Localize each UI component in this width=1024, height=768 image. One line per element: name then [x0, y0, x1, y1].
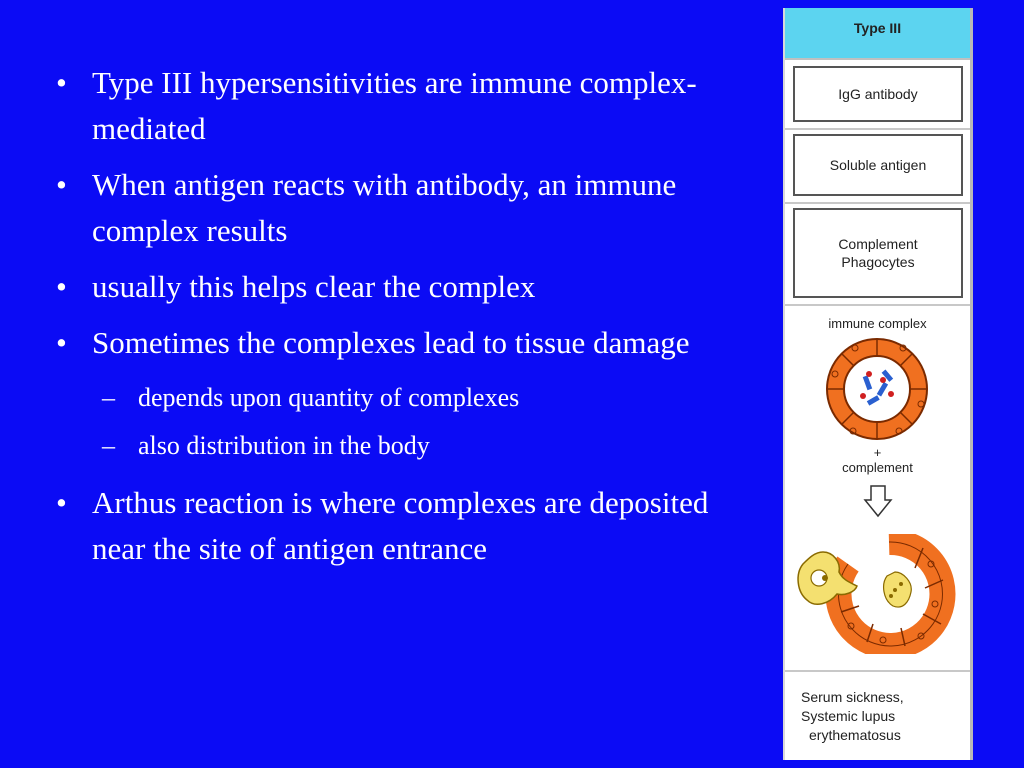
- soluble-antigen-label: Soluble antigen: [829, 157, 927, 173]
- bullet-item-1: [50, 60, 740, 152]
- bullet-item-3: [50, 264, 740, 310]
- row-divider: [785, 128, 970, 130]
- bullet-marker: •: [56, 167, 67, 202]
- bullet-item-2: [50, 162, 740, 254]
- complement-caption: complement: [842, 460, 913, 475]
- dash-marker: –: [102, 383, 115, 412]
- plus-sign: +: [873, 445, 882, 460]
- type-iii-figure: [783, 8, 973, 760]
- bullet-item-5: [50, 480, 740, 572]
- sub-bullet-text: also distribution in the body: [138, 431, 430, 460]
- sub-bullet-text: depends upon quantity of complexes: [138, 383, 520, 412]
- vessel-immune-complex-illustration: [785, 334, 970, 444]
- bullet-marker: •: [56, 485, 67, 520]
- row-divider: [785, 304, 970, 306]
- row-divider: [785, 202, 970, 204]
- disease-examples: [801, 688, 904, 745]
- disease-line-3: erythematosus: [809, 727, 901, 743]
- complement-phagocytes-box: [793, 208, 963, 298]
- sub-bullet-item-2: [92, 422, 740, 470]
- dash-marker: –: [102, 431, 115, 460]
- bullet-marker: •: [56, 65, 67, 100]
- tissue-damage-illustration: [785, 534, 970, 654]
- bullet-text: Sometimes the complexes lead to tissue damage: [92, 325, 690, 360]
- phagocytes-label: Phagocytes: [841, 254, 915, 270]
- bullet-marker: •: [56, 325, 67, 360]
- complement-label: Complement: [838, 236, 918, 252]
- bullet-text: Arthus reaction is where complexes are deposited near the site of antigen entrance: [92, 485, 709, 566]
- down-arrow-icon: [785, 484, 970, 518]
- figure-header: Type III: [785, 8, 970, 60]
- soluble-antigen-box: [793, 134, 963, 196]
- disease-line-2: Systemic lupus: [801, 708, 896, 724]
- bullet-text: When antigen reacts with antibody, an immune complex results: [92, 167, 677, 248]
- disease-line-1: Serum sickness,: [801, 689, 904, 705]
- sub-bullet-list: [92, 374, 740, 470]
- igg-antibody-box: [793, 66, 963, 122]
- bullet-text: Type III hypersensitivities are immune complex-mediated: [92, 65, 697, 146]
- igg-antibody-label: IgG antibody: [838, 86, 918, 102]
- bullet-text: usually this helps clear the complex: [92, 269, 536, 304]
- bullet-list: [50, 60, 740, 582]
- sub-bullet-item-1: [92, 374, 740, 422]
- row-divider: [785, 670, 970, 672]
- immune-complex-label: immune complex: [828, 316, 927, 331]
- bullet-marker: •: [56, 269, 67, 304]
- bullet-item-4: [50, 320, 740, 470]
